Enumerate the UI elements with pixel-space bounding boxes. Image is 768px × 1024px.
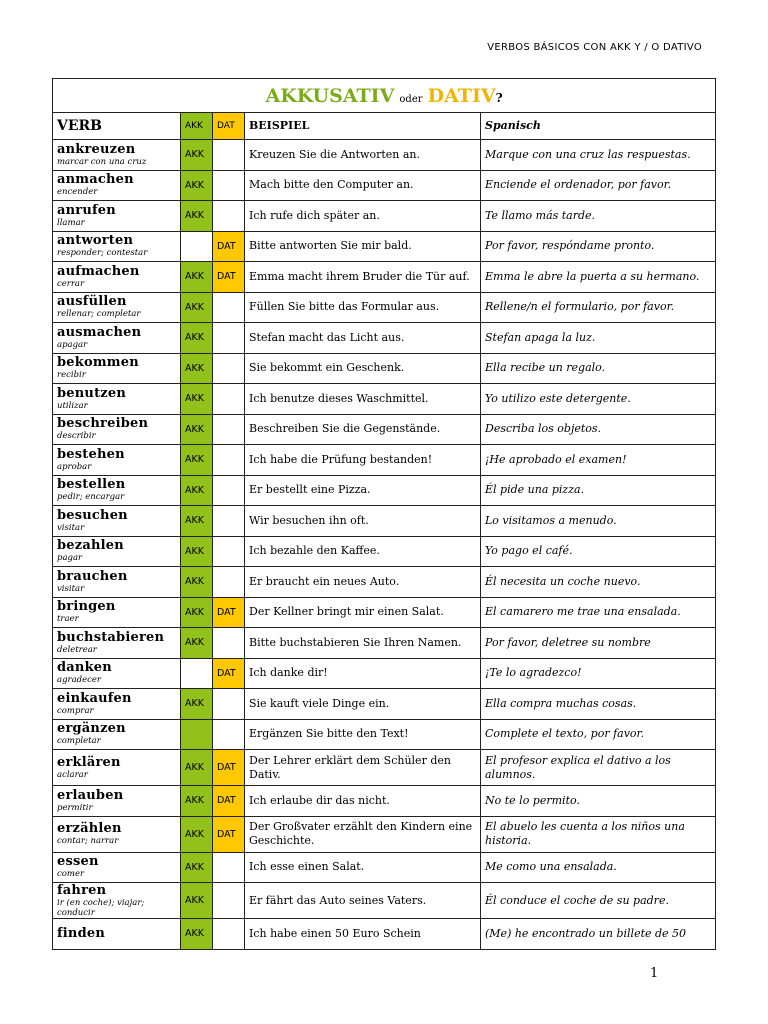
akk-marker: AKK <box>181 536 213 567</box>
verb-cell <box>53 231 181 262</box>
table-row <box>53 140 716 171</box>
akk-marker: AKK <box>181 689 213 720</box>
verb-word: erklären <box>57 754 121 770</box>
verb-translation: recibir <box>57 370 86 381</box>
dat-marker: DAT <box>213 231 245 262</box>
akk-marker: AKK <box>181 919 213 950</box>
example-spanish: Lo visitamos a menudo. <box>481 506 716 537</box>
verb-translation: cerrar <box>57 278 85 289</box>
akk-marker: AKK <box>181 262 213 293</box>
verb-cell <box>53 536 181 567</box>
verb-translation: rellenar; completar <box>57 309 141 320</box>
example-spanish: No te lo permito. <box>481 786 716 817</box>
table-row <box>53 384 716 415</box>
akk-marker: AKK <box>181 750 213 786</box>
dat-marker <box>213 292 245 323</box>
example-spanish: Por favor, respóndame pronto. <box>481 231 716 262</box>
table-row <box>53 475 716 506</box>
example-german: Kreuzen Sie die Antworten an. <box>245 140 481 171</box>
table-row <box>53 919 716 950</box>
example-spanish: Ella recibe un regalo. <box>481 353 716 384</box>
verb-word: ausmachen <box>57 324 142 340</box>
verb-word: antworten <box>57 233 134 249</box>
verb-translation: describir <box>57 431 96 442</box>
verb-cell <box>53 140 181 171</box>
akk-marker: AKK <box>181 816 213 852</box>
verb-word: einkaufen <box>57 690 132 706</box>
example-spanish: Él conduce el coche de su padre. <box>481 883 716 919</box>
dat-marker <box>213 140 245 171</box>
akk-marker: AKK <box>181 628 213 659</box>
verb-cell <box>53 567 181 598</box>
verb-translation: agradecer <box>57 675 101 686</box>
verb-word: erlauben <box>57 787 124 803</box>
dat-marker <box>213 567 245 598</box>
example-german: Ich benutze dieses Waschmittel. <box>245 384 481 415</box>
example-spanish: Por favor, deletree su nombre <box>481 628 716 659</box>
verb-translation: llamar <box>57 217 85 228</box>
dat-marker: DAT <box>213 750 245 786</box>
example-spanish: Complete el texto, por favor. <box>481 719 716 750</box>
example-german: Er fährt das Auto seines Vaters. <box>245 883 481 919</box>
example-spanish: Stefan apaga la luz. <box>481 323 716 354</box>
verb-translation: aprobar <box>57 461 92 472</box>
example-german: Ich erlaube dir das nicht. <box>245 786 481 817</box>
example-german: Der Großvater erzählt den Kindern eine Geschichte. <box>245 816 481 852</box>
page-number: 1 <box>650 966 659 981</box>
verb-cell <box>53 689 181 720</box>
akk-marker: AKK <box>181 597 213 628</box>
example-spanish: Él pide una pizza. <box>481 475 716 506</box>
verb-word: aufmachen <box>57 263 140 279</box>
verb-word: bestehen <box>57 446 125 462</box>
dat-marker <box>213 919 245 950</box>
akk-marker: AKK <box>181 414 213 445</box>
verb-word: besuchen <box>57 507 128 523</box>
dat-marker: DAT <box>213 786 245 817</box>
example-spanish: Enciende el ordenador, por favor. <box>481 170 716 201</box>
dat-marker <box>213 170 245 201</box>
example-spanish: Ella compra muchas cosas. <box>481 689 716 720</box>
verb-translation: pagar <box>57 553 83 564</box>
dat-marker <box>213 628 245 659</box>
example-german: Bitte buchstabieren Sie Ihren Namen. <box>245 628 481 659</box>
verb-cell <box>53 323 181 354</box>
example-german: Ich danke dir! <box>245 658 481 689</box>
example-german: Emma macht ihrem Bruder die Tür auf. <box>245 262 481 293</box>
verb-translation: deletrear <box>57 644 97 655</box>
verb-word: bezahlen <box>57 538 124 554</box>
title-question-mark: ? <box>495 90 503 105</box>
verb-word: bringen <box>57 599 116 615</box>
table-row <box>53 719 716 750</box>
example-german: Ich habe einen 50 Euro Schein <box>245 919 481 950</box>
example-german: Mach bitte den Computer an. <box>245 170 481 201</box>
example-spanish: Te llamo más tarde. <box>481 201 716 232</box>
table-title-row <box>53 79 716 113</box>
verb-word: erzählen <box>57 821 122 836</box>
title-akkusativ: AKKUSATIV <box>265 84 395 107</box>
dat-marker: DAT <box>213 658 245 689</box>
dat-marker <box>213 475 245 506</box>
verb-word: brauchen <box>57 568 128 584</box>
example-german: Der Kellner bringt mir einen Salat. <box>245 597 481 628</box>
verb-translation: completar <box>57 736 101 747</box>
table-row <box>53 852 716 883</box>
example-german: Ergänzen Sie bitte den Text! <box>245 719 481 750</box>
example-spanish: Yo pago el café. <box>481 536 716 567</box>
example-spanish: ¡Te lo agradezco! <box>481 658 716 689</box>
verb-translation: aclarar <box>57 769 88 780</box>
table-row <box>53 201 716 232</box>
table-row <box>53 658 716 689</box>
verb-cell <box>53 628 181 659</box>
verb-table <box>52 78 716 950</box>
example-german: Ich bezahle den Kaffee. <box>245 536 481 567</box>
dat-marker <box>213 689 245 720</box>
verb-cell <box>53 883 181 919</box>
table-row <box>53 816 716 852</box>
akk-marker: AKK <box>181 883 213 919</box>
verb-word: benutzen <box>57 385 126 401</box>
table-row <box>53 170 716 201</box>
verb-cell <box>53 170 181 201</box>
table-row <box>53 506 716 537</box>
verb-translation: marcar con una cruz <box>57 156 147 167</box>
akk-marker: AKK <box>181 475 213 506</box>
dat-marker <box>213 201 245 232</box>
example-spanish: Yo utilizo este detergente. <box>481 384 716 415</box>
dat-marker <box>213 506 245 537</box>
verb-cell <box>53 852 181 883</box>
table-row <box>53 231 716 262</box>
table-row <box>53 323 716 354</box>
dat-marker <box>213 719 245 750</box>
verb-word: finden <box>57 925 105 941</box>
dat-marker: DAT <box>213 816 245 852</box>
verb-word: bekommen <box>57 355 139 371</box>
example-german: Wir besuchen ihn oft. <box>245 506 481 537</box>
verb-cell <box>53 201 181 232</box>
verb-cell <box>53 597 181 628</box>
example-spanish: El profesor explica el dativo a los alumnos. <box>481 750 716 786</box>
table-row <box>53 567 716 598</box>
verb-cell <box>53 506 181 537</box>
example-german: Der Lehrer erklärt dem Schüler den Dativ. <box>245 750 481 786</box>
table-row <box>53 883 716 919</box>
table-row <box>53 597 716 628</box>
verb-cell <box>53 719 181 750</box>
verb-cell <box>53 816 181 852</box>
example-spanish: Rellene/n el formulario, por favor. <box>481 292 716 323</box>
verb-cell <box>53 353 181 384</box>
verb-word: anmachen <box>57 172 134 188</box>
table-row <box>53 353 716 384</box>
table-row <box>53 689 716 720</box>
verb-translation: ir (en coche); viajar; conducir <box>57 897 145 918</box>
example-spanish: ¡He aprobado el examen! <box>481 445 716 476</box>
example-german: Ich habe die Prüfung bestanden! <box>245 445 481 476</box>
verb-cell <box>53 414 181 445</box>
akk-marker <box>181 231 213 262</box>
table-row <box>53 750 716 786</box>
table-header-row <box>53 113 716 140</box>
verb-translation: traer <box>57 614 79 625</box>
example-spanish: Él necesita un coche nuevo. <box>481 567 716 598</box>
verb-word: beschreiben <box>57 416 149 432</box>
verb-translation: encender <box>57 187 98 198</box>
dat-marker <box>213 536 245 567</box>
example-spanish: Me como una ensalada. <box>481 852 716 883</box>
header-beispiel: BEISPIEL <box>245 113 481 140</box>
verb-cell <box>53 786 181 817</box>
verb-cell <box>53 658 181 689</box>
dat-marker <box>213 445 245 476</box>
example-spanish: Marque con una cruz las respuestas. <box>481 140 716 171</box>
akk-marker: AKK <box>181 445 213 476</box>
dat-marker <box>213 883 245 919</box>
dat-marker <box>213 414 245 445</box>
table-row <box>53 628 716 659</box>
verb-word: anrufen <box>57 202 116 218</box>
dat-marker <box>213 323 245 354</box>
akk-marker: AKK <box>181 786 213 817</box>
table-row <box>53 445 716 476</box>
example-german: Beschreiben Sie die Gegenstände. <box>245 414 481 445</box>
dat-marker <box>213 384 245 415</box>
example-german: Ich esse einen Salat. <box>245 852 481 883</box>
verb-translation: comprar <box>57 705 94 716</box>
header-verb: VERB <box>53 113 181 140</box>
verb-translation: visitar <box>57 522 85 533</box>
title-dativ: DATIV <box>427 84 496 107</box>
akk-marker <box>181 719 213 750</box>
table-row <box>53 292 716 323</box>
example-spanish: Describa los objetos. <box>481 414 716 445</box>
verb-translation: visitar <box>57 583 85 594</box>
table-row <box>53 262 716 293</box>
example-german: Er braucht ein neues Auto. <box>245 567 481 598</box>
verb-word: ankreuzen <box>57 141 136 157</box>
example-german: Sie kauft viele Dinge ein. <box>245 689 481 720</box>
verb-cell <box>53 445 181 476</box>
example-german: Bitte antworten Sie mir bald. <box>245 231 481 262</box>
akk-marker: AKK <box>181 384 213 415</box>
akk-marker: AKK <box>181 201 213 232</box>
verb-cell <box>53 262 181 293</box>
verb-translation: utilizar <box>57 400 88 411</box>
table-row <box>53 414 716 445</box>
example-german: Füllen Sie bitte das Formular aus. <box>245 292 481 323</box>
verb-cell <box>53 750 181 786</box>
verb-word: fahren <box>57 882 107 898</box>
akk-marker: AKK <box>181 852 213 883</box>
verb-word: bestellen <box>57 477 126 493</box>
verb-translation: pedir; encargar <box>57 492 125 503</box>
verb-word: ausfüllen <box>57 294 127 310</box>
example-spanish: El abuelo les cuenta a los niños una historia. <box>481 816 716 852</box>
dat-marker: DAT <box>213 597 245 628</box>
akk-marker: AKK <box>181 353 213 384</box>
verb-word: ergänzen <box>57 721 126 737</box>
title-oder: oder <box>399 93 423 105</box>
akk-marker <box>181 658 213 689</box>
verb-cell <box>53 919 181 950</box>
table-row <box>53 536 716 567</box>
verb-translation: comer <box>57 869 85 880</box>
dat-marker <box>213 353 245 384</box>
dat-marker <box>213 852 245 883</box>
verb-translation: contar; narrar <box>57 836 119 846</box>
example-spanish: El camarero me trae una ensalada. <box>481 597 716 628</box>
example-german: Er bestellt eine Pizza. <box>245 475 481 506</box>
header-dat: DAT <box>213 113 245 140</box>
akk-marker: AKK <box>181 567 213 598</box>
verb-translation: responder; contestar <box>57 248 148 259</box>
akk-marker: AKK <box>181 292 213 323</box>
verb-word: danken <box>57 660 112 676</box>
verb-word: essen <box>57 854 99 870</box>
header-spanisch: Spanisch <box>481 113 716 140</box>
dat-marker: DAT <box>213 262 245 293</box>
verb-cell <box>53 384 181 415</box>
table-title <box>53 79 716 113</box>
verb-cell <box>53 292 181 323</box>
example-german: Stefan macht das Licht aus. <box>245 323 481 354</box>
header-akk: AKK <box>181 113 213 140</box>
verb-translation: apagar <box>57 339 88 350</box>
example-spanish: Emma le abre la puerta a su hermano. <box>481 262 716 293</box>
example-german: Ich rufe dich später an. <box>245 201 481 232</box>
akk-marker: AKK <box>181 140 213 171</box>
header-note: VERBOS BÁSICOS CON AKK Y / O DATIVO <box>487 42 702 53</box>
akk-marker: AKK <box>181 170 213 201</box>
table-row <box>53 786 716 817</box>
example-german: Sie bekommt ein Geschenk. <box>245 353 481 384</box>
verb-translation: permitir <box>57 802 93 813</box>
verb-word: buchstabieren <box>57 629 165 645</box>
verb-cell <box>53 475 181 506</box>
akk-marker: AKK <box>181 506 213 537</box>
example-spanish: (Me) he encontrado un billete de 50 <box>481 919 716 950</box>
akk-marker: AKK <box>181 323 213 354</box>
